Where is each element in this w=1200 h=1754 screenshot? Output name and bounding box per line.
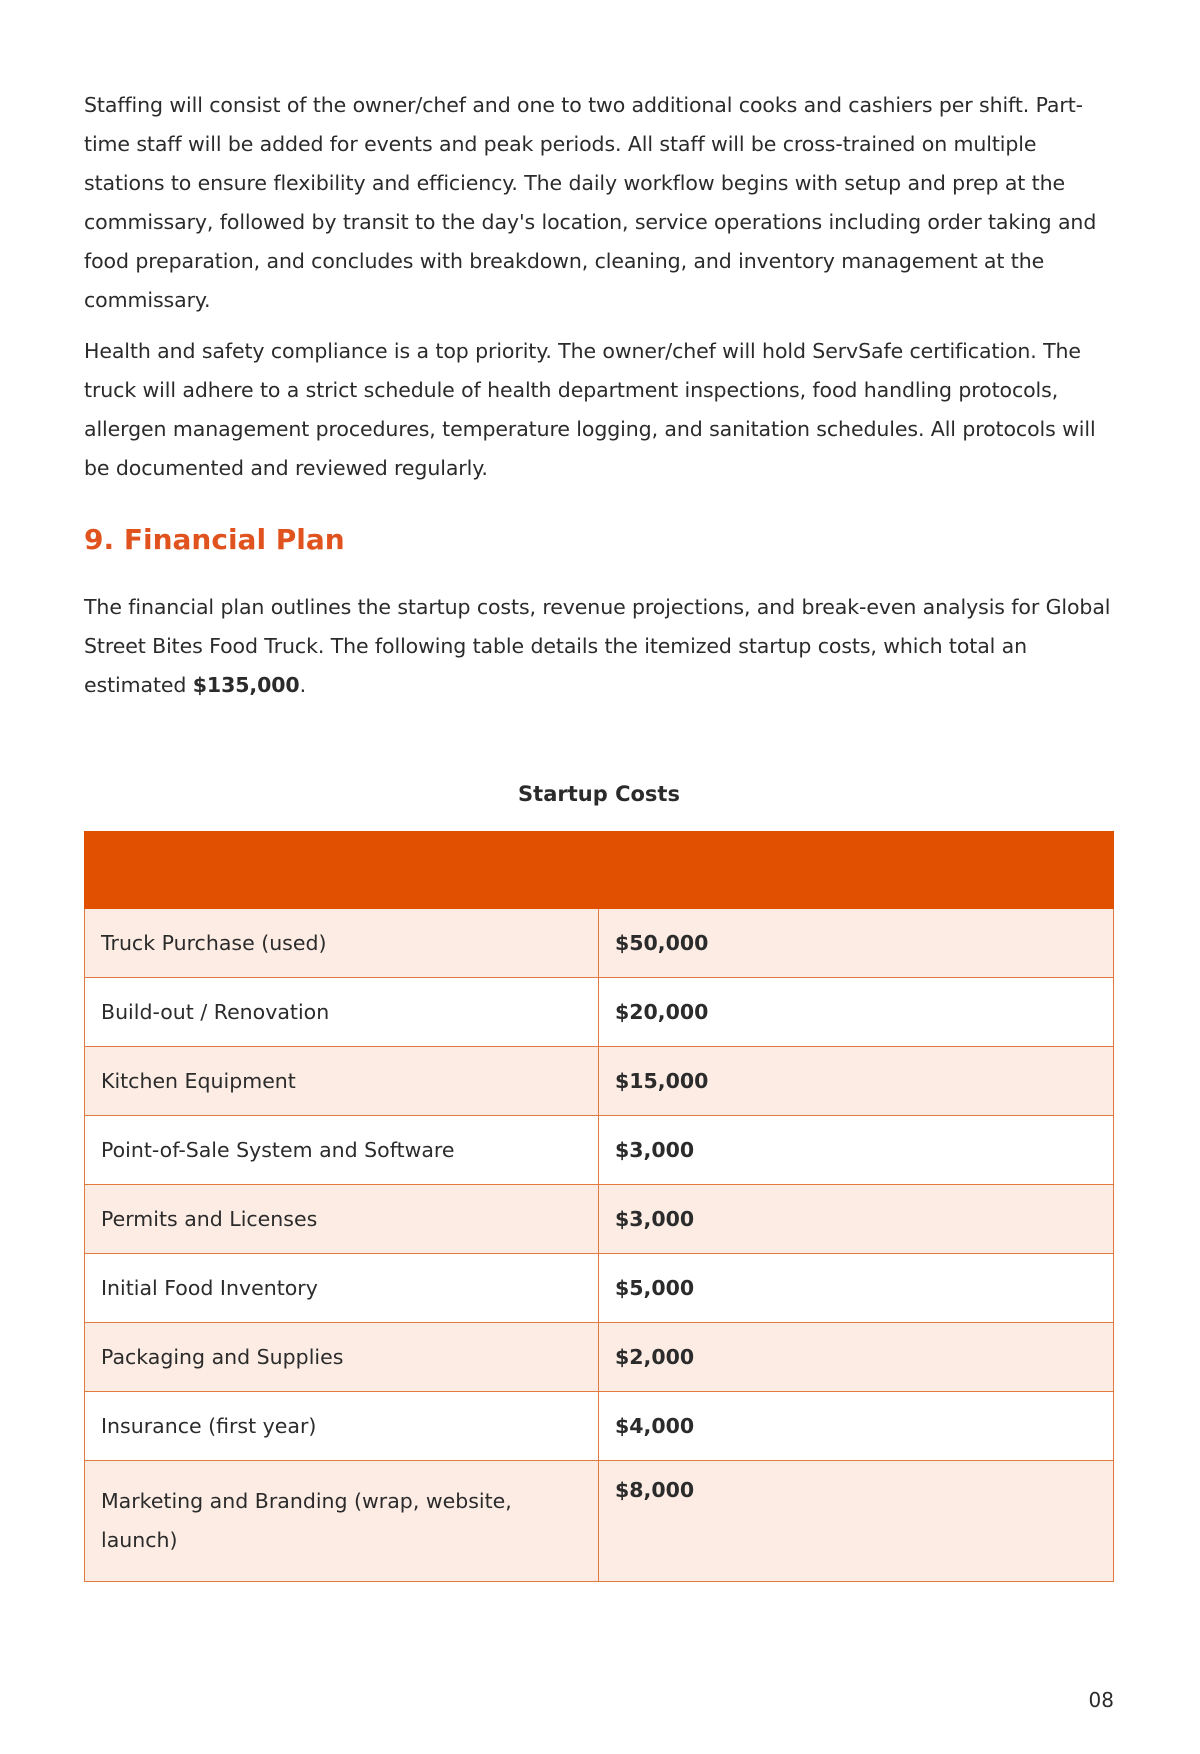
staffing-paragraph: Staffing will consist of the owner/chef and one to two additional cooks and cashiers per shift. Part-time staff will be added for events and peak periods. All staff will be cross-trained on multiple stations to ensure flexibility and efficiency. The daily workflow begins with setup and prep at the commissary, followed by transit to the day's location, service operations including order taking and food preparation, and concludes with breakdown, cleaning, and inventory management at the commissary. [84, 93, 1097, 312]
startup-costs-title: Startup Costs [518, 782, 680, 806]
cost-amount: $50,000 [599, 909, 1114, 978]
page-number: 08 [1088, 1688, 1114, 1712]
table-row [85, 1116, 1114, 1185]
cost-item: Packaging and Supplies [85, 1323, 599, 1392]
cost-item: Point-of-Sale System and Software [85, 1116, 599, 1185]
table-row [85, 1254, 1114, 1323]
cost-amount: $2,000 [599, 1323, 1114, 1392]
table-row [85, 1185, 1114, 1254]
document-page [84, 86, 1114, 1582]
cost-amount: $8,000 [599, 1461, 1114, 1582]
cost-item: Initial Food Inventory [85, 1254, 599, 1323]
cost-amount: $20,000 [599, 978, 1114, 1047]
cost-item: Permits and Licenses [85, 1185, 599, 1254]
cost-amount: $3,000 [599, 1185, 1114, 1254]
table-row [85, 978, 1114, 1047]
cost-item: Kitchen Equipment [85, 1047, 599, 1116]
cost-item: Marketing and Branding (wrap, website, launch) [85, 1461, 599, 1582]
table-row [85, 909, 1114, 978]
table-header-cell [85, 832, 599, 909]
table-header-cell [599, 832, 1114, 909]
financial-total-amount: $135,000 [192, 673, 300, 697]
cost-item: Insurance (first year) [85, 1392, 599, 1461]
cost-item: Truck Purchase (used) [85, 909, 599, 978]
table-row [85, 1461, 1114, 1582]
cost-amount: $5,000 [599, 1254, 1114, 1323]
cost-amount: $3,000 [599, 1116, 1114, 1185]
table-header-row [85, 832, 1114, 909]
table-row [85, 1047, 1114, 1116]
financial-intro-paragraph [84, 588, 1114, 705]
cost-item: Build-out / Renovation [85, 978, 599, 1047]
table-row [85, 1392, 1114, 1461]
financial-plan-heading: 9. Financial Plan [84, 523, 345, 556]
cost-amount: $4,000 [599, 1392, 1114, 1461]
financial-intro-end: . [299, 673, 307, 697]
table-row [85, 1323, 1114, 1392]
startup-costs-table [84, 831, 1114, 1582]
financial-intro-text: The financial plan outlines the startup costs, revenue projections, and break-even analysis for Global Street Bites Food Truck. The following table details the itemized startup costs, which total an estimated [84, 595, 1111, 697]
health-safety-paragraph: Health and safety compliance is a top priority. The owner/chef will hold ServSafe certification. The truck will adhere to a strict schedule of health department inspections, food handling protocols, allergen management procedures, temperature logging, and sanitation schedules. All protocols will be documented and reviewed regularly. [84, 339, 1096, 480]
cost-amount: $15,000 [599, 1047, 1114, 1116]
